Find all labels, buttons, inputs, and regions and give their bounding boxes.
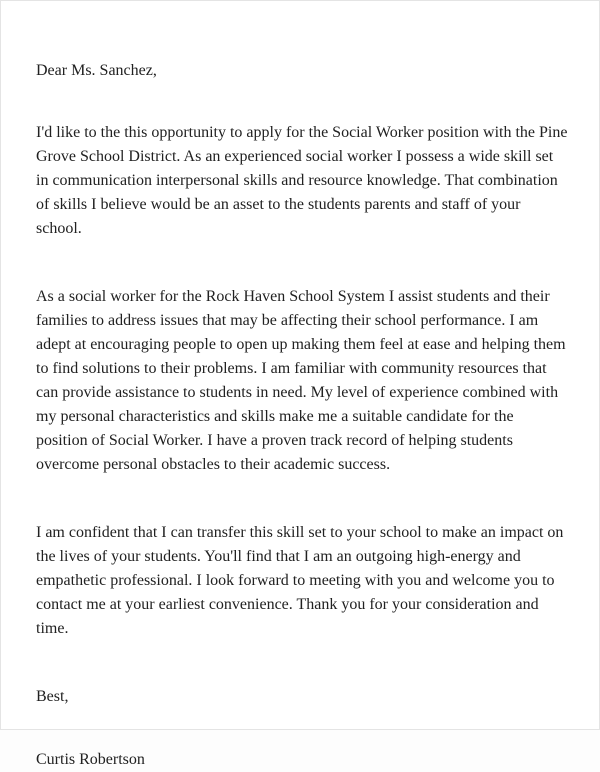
letter-closing: Best, (36, 688, 69, 705)
letter-paragraph-3: I am confident that I can transfer this skill set to your school to make an impact on the lives of your students. You'll find that I am an outgoing high-energy and empathetic professional. I look forward to meeting with you and welcome you to contact me at your earliest convenience. Thank you for your consideration and time. (36, 524, 564, 637)
letter-paragraph-2: As a social worker for the Rock Haven School System I assist students and their families to address issues that may be affecting their school performance. I am adept at encouraging people to open up making them feel at ease and helping them to find solutions to their problems. I am familiar with community resources that can provide assistance to students in need. My level of experience combined with my personal characteristics and skills make me a suitable candidate for the position of Social Worker. I have a proven track record of helping students overcome personal obstacles to their academic success. (36, 288, 566, 473)
letter-paragraph-1: I'd like to the this opportunity to apply for the Social Worker position with the Pine Grove School District. As an experienced social worker I possess a wide skill set in communication interpersonal skills and resource knowledge. That combination of skills I believe would be an asset to the students parents and staff of your school. (36, 124, 568, 237)
letter-salutation: Dear Ms. Sanchez, (36, 62, 157, 79)
letter-signature: Curtis Robertson (36, 751, 145, 768)
